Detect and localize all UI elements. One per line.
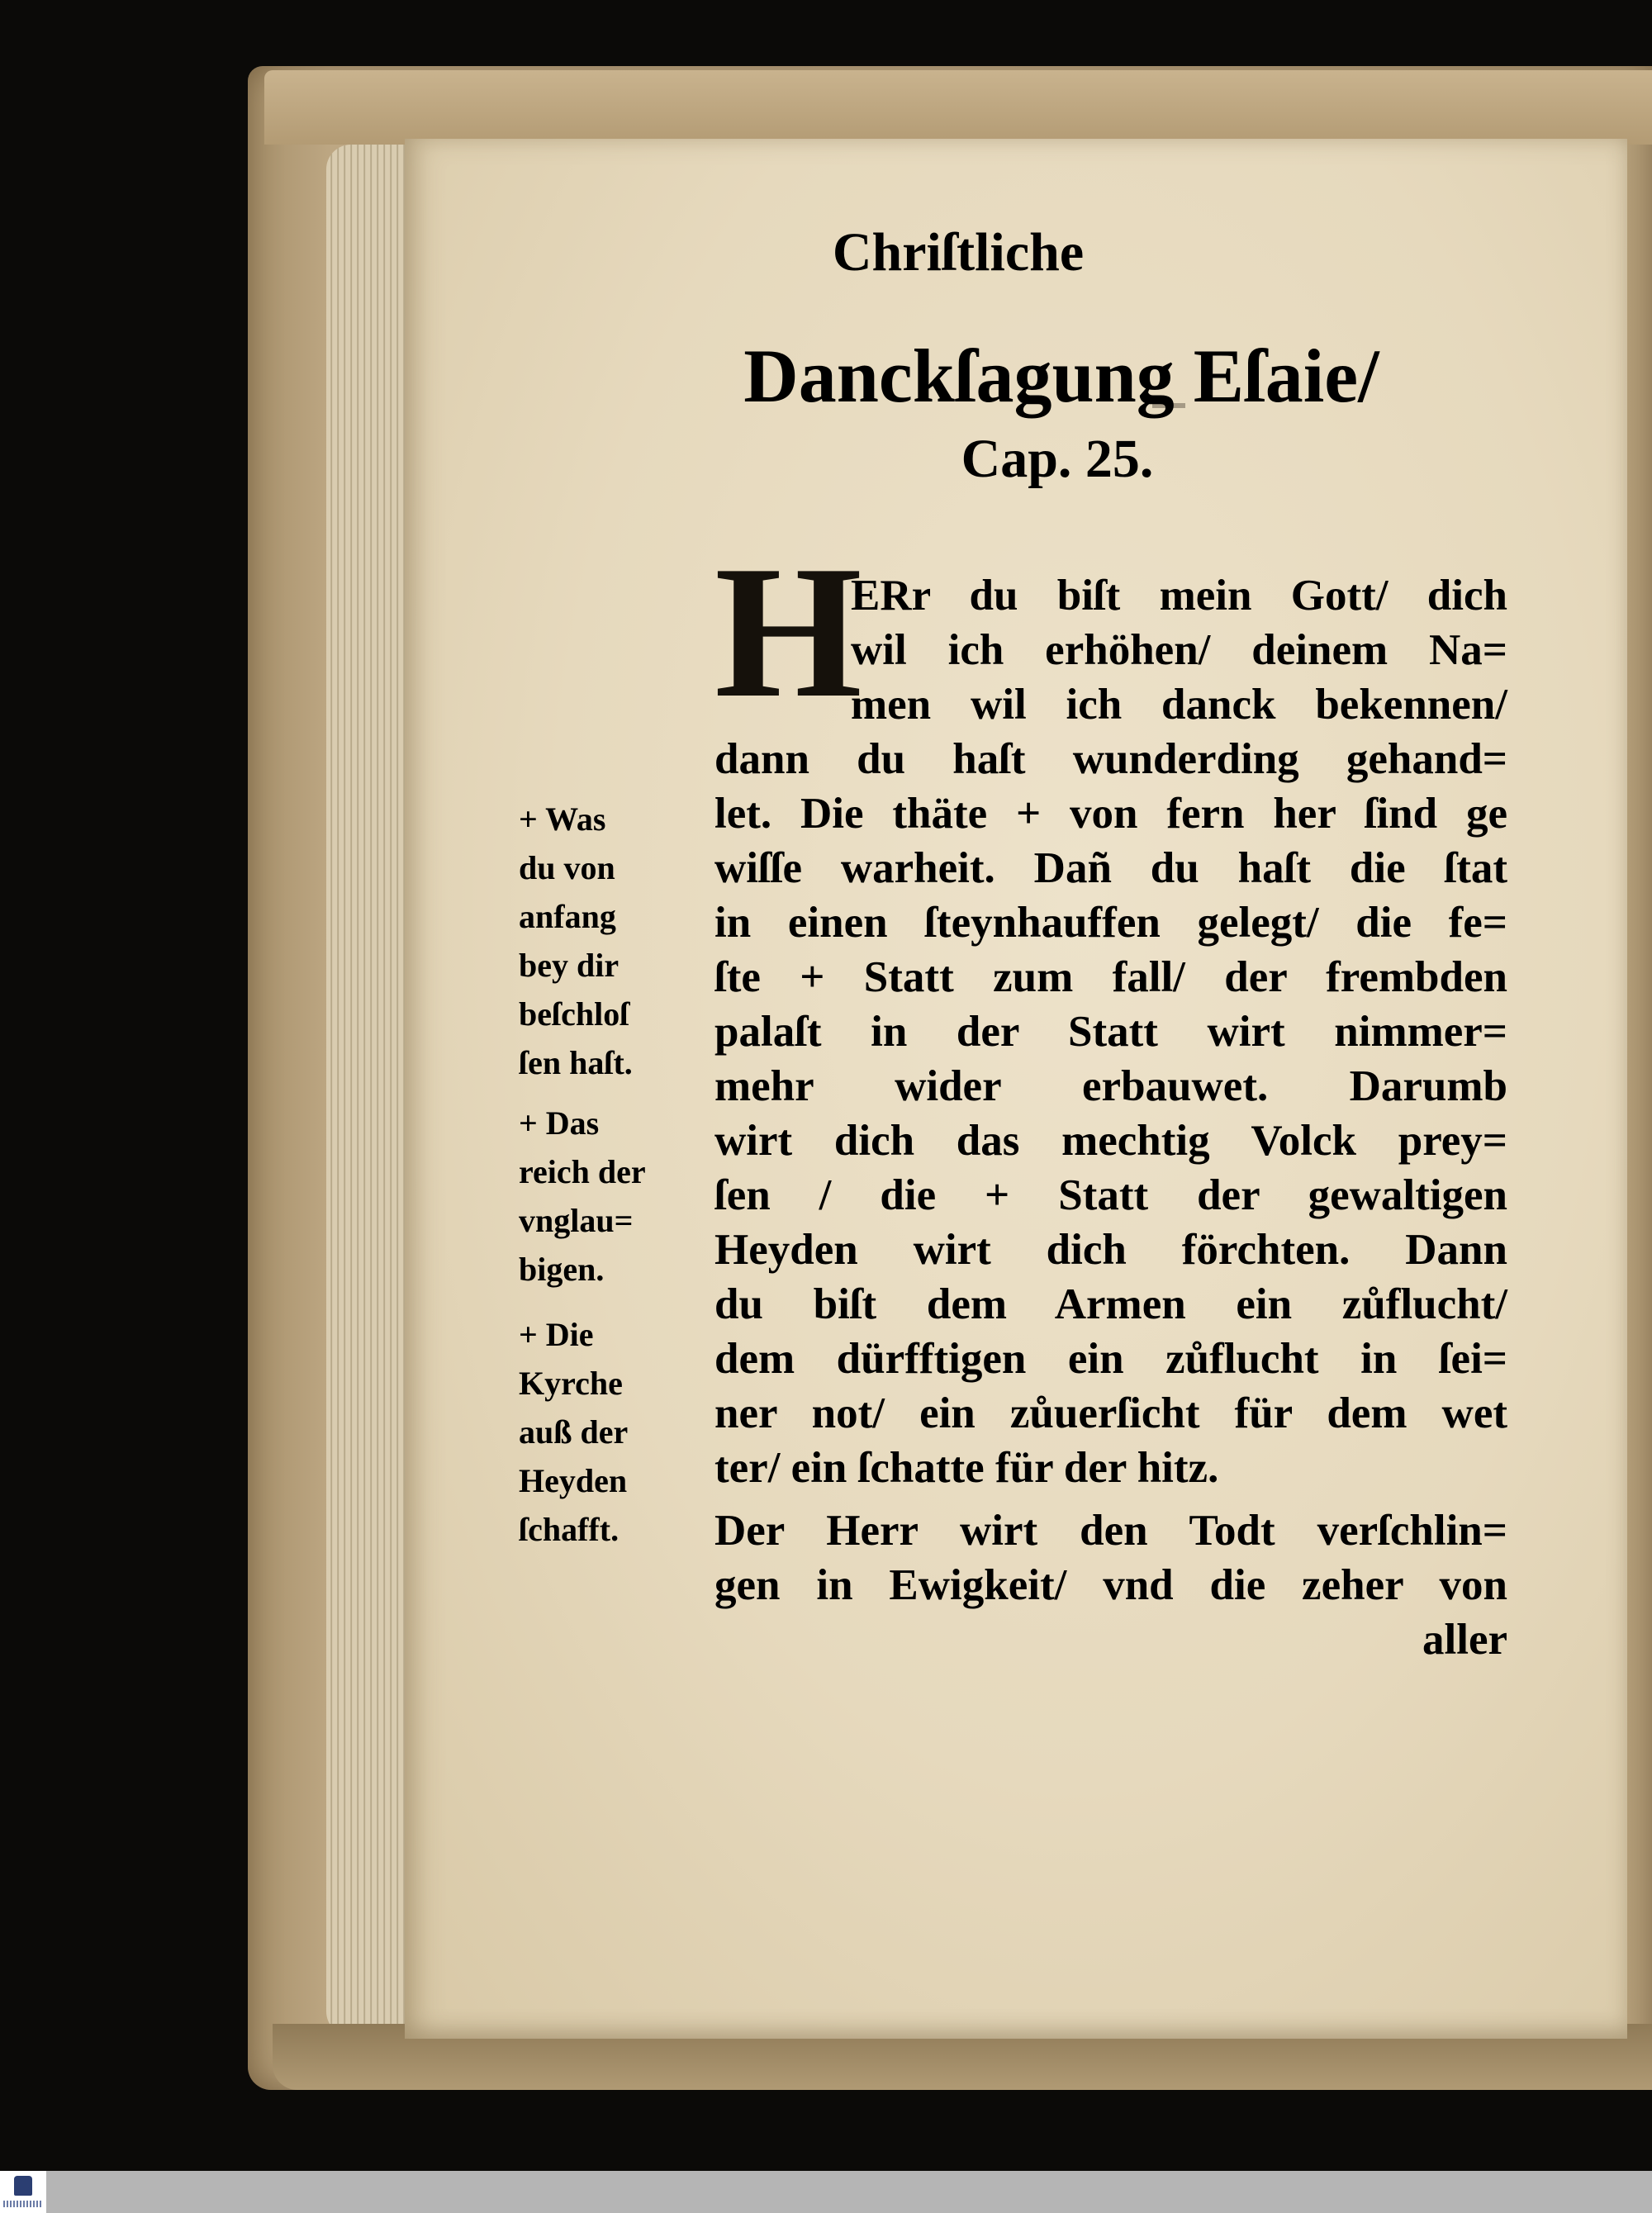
body-line: Heyden wirt dich förchten. Dann xyxy=(714,1226,1507,1274)
body-line: du biſt dem Armen ein zůflucht/ xyxy=(714,1280,1507,1328)
margin-note: reich der xyxy=(519,1153,646,1190)
section-title: Danckſagung Eſaie/ xyxy=(743,334,1379,418)
margin-note: anfang xyxy=(519,898,616,935)
body-line: let. Die thäte + von fern her ſind ge xyxy=(714,790,1507,838)
margin-note: + Was xyxy=(519,800,606,838)
body-line: men wil ich danck bekennen/ xyxy=(851,681,1507,729)
body-line: ner not/ ein zůuerſicht für dem wet xyxy=(714,1389,1507,1437)
body-line: in einen ſteynhauffen gelegt/ die fe= xyxy=(714,899,1507,947)
body-line: dem dürfftigen ein zůflucht in ſei= xyxy=(714,1335,1507,1383)
margin-note: + Das xyxy=(519,1104,600,1142)
body-line: ERr du biſt mein Gott/ dich xyxy=(851,572,1507,620)
chapter-heading: Cap. 25. xyxy=(961,429,1154,489)
margin-note: beſchloſ xyxy=(519,995,629,1033)
margin-note: + Die xyxy=(519,1316,594,1353)
body-line: ter/ ein ſchatte für der hitz. xyxy=(714,1444,1219,1492)
body-line: palaſt in der Statt wirt nimmer= xyxy=(714,1008,1507,1056)
margin-note: bey dir xyxy=(519,947,620,984)
body-line: ſen / die + Statt der gewaltigen xyxy=(714,1171,1507,1219)
body-line: mehr wider erbauwet. Darumb xyxy=(714,1062,1507,1110)
body-line: dann du haſt wunderding gehand= xyxy=(714,735,1507,783)
margin-note: ſen haſt. xyxy=(519,1044,633,1081)
library-logo-caption-icon xyxy=(3,2201,43,2207)
library-logo-icon xyxy=(14,2176,32,2196)
body-line: gen in Ewigkeit/ vnd die zeher von xyxy=(714,1561,1507,1609)
library-logo xyxy=(0,2171,46,2213)
margin-note: bigen. xyxy=(519,1251,605,1288)
body-line: ſte + Statt zum fall/ der frembden xyxy=(714,953,1507,1001)
running-header: Chriſtliche xyxy=(832,222,1085,283)
margin-note: vnglau= xyxy=(519,1202,634,1239)
viewer-footer-bar xyxy=(46,2171,1652,2213)
margin-note: Kyrche xyxy=(519,1365,623,1402)
margin-note: ſchafft. xyxy=(519,1511,620,1548)
drop-cap-initial: H xyxy=(714,526,862,737)
margin-note: Heyden xyxy=(519,1462,628,1499)
catchword: aller xyxy=(1422,1616,1507,1664)
body-line: wiſſe warheit. Dañ du haſt die ſtat xyxy=(714,844,1507,892)
body-line: wil ich erhöhen/ deinem Na= xyxy=(851,626,1507,674)
margin-note: auß der xyxy=(519,1413,629,1451)
margin-note: du von xyxy=(519,849,615,886)
body-line: wirt dich das mechtig Volck prey= xyxy=(714,1117,1507,1165)
body-line: Der Herr wirt den Todt verſchlin= xyxy=(714,1507,1507,1555)
